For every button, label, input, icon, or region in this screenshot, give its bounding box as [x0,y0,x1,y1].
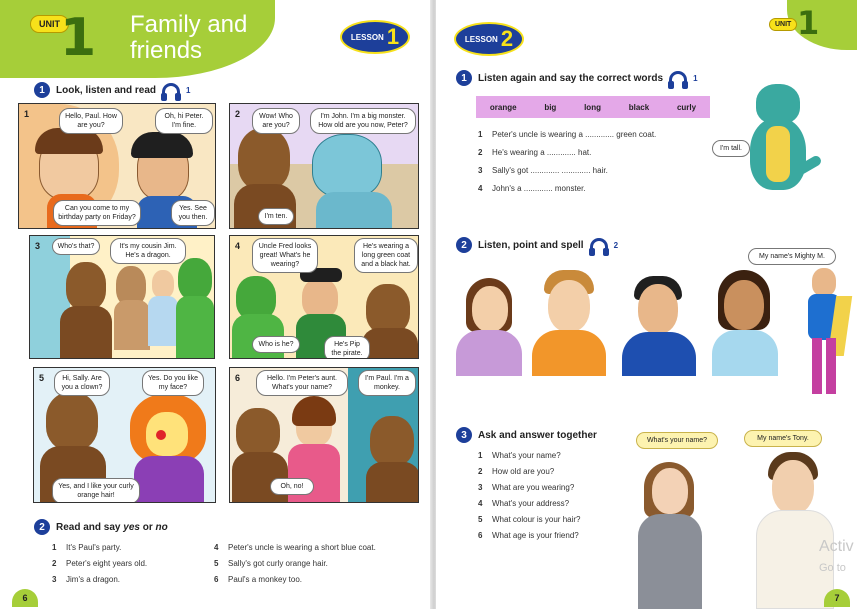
list-item: 1 It's Paul's party. [52,543,122,552]
word: orange [489,102,517,112]
watermark: Activ [819,538,854,555]
speech-bubble: Hello. I'm Peter's aunt. What's your name? [256,370,348,396]
monster-figure [312,134,382,198]
list-item: 6 Paul's a monkey too. [214,575,303,584]
comic-panel-3 [29,235,215,359]
monkey-figure [66,262,106,310]
dragon-figure [178,258,212,300]
list-item: 2 How old are you? [478,467,555,476]
exercise-1-heading [34,82,190,98]
unit-number: 1 [60,8,97,68]
speech-bubble: I'm Paul. I'm a monkey. [358,370,416,396]
speech-bubble: Oh, no! [270,478,314,495]
headphones-icon[interactable] [669,71,687,85]
speech-bubble: Uncle Fred looks great! What's he wearing? [252,238,318,273]
exercise-2-heading [456,237,618,253]
panel-number: 5 [39,373,45,383]
list-item: 4 John's a ............. monster. [478,184,586,193]
speech-bubble: It's my cousin Jim. He's a dragon. [110,238,186,264]
exercise-number: 2 [456,237,472,253]
exercise-2-heading [34,519,168,535]
page-number: 6 [12,589,38,607]
list-item: 2 Peter's eight years old. [52,559,148,568]
comic-panel-5 [33,367,216,503]
exercise-title: Listen, point and spell [478,239,584,251]
list-item: 5 Sally's got curly orange hair. [214,559,328,568]
exercise-number: 3 [456,427,472,443]
lesson-label: LESSON [350,32,384,42]
exercise-2-list-b [214,540,376,588]
unit-number: 1 [797,4,820,42]
list-item: 1 Peter's uncle is wearing a ............. green coat. [478,130,657,139]
monkey-figure [370,416,414,466]
right-page [436,0,857,609]
panel-number: 1 [24,109,30,119]
unit-title: Family and friends [130,11,248,64]
panel-number: 6 [235,373,241,383]
speech-bubble: Oh, hi Peter. I'm fine. [155,108,213,134]
speech-bubble: What's your name? [636,432,718,449]
speech-bubble: He's wearing a long green coat and a black hat. [354,238,418,273]
monkey-figure [236,408,280,456]
comic-panel-4 [229,235,419,359]
word: big [544,102,557,112]
list-item: 1 What's your name? [478,451,561,460]
panel-number: 2 [235,109,241,119]
exercise-number: 2 [34,519,50,535]
speech-bubble: I'm tall. [712,140,750,157]
track-number: 1 [186,85,191,95]
lesson-badge [454,22,524,56]
comic-panel-1 [18,103,216,229]
face-boy-2[interactable] [638,284,678,334]
face-girl-2[interactable] [724,280,764,330]
lesson-label: LESSON [464,34,498,44]
speech-bubble: I'm John. I'm a big monster. How old are you now, Peter? [310,108,416,134]
exercise-2-list-a [52,540,147,588]
lesson-number: 2 [500,26,514,51]
lesson-number: 1 [386,24,400,49]
list-item: 3 What are you wearing? [478,483,575,492]
exercise-1-list [478,126,656,198]
speech-bubble: My name's Tony. [744,430,822,447]
exercise-3-heading [456,427,597,443]
title-or: or [139,521,156,533]
speech-bubble: Can you come to my birthday party on Friday? [53,200,141,226]
exercise-number: 1 [456,70,472,86]
word: curly [676,102,697,112]
speech-bubble: Who is he? [252,336,300,353]
girl-figure [152,270,174,298]
speech-bubble: Wow! Who are you? [252,108,300,134]
monkey-figure [238,128,290,190]
face-girl-1[interactable] [472,286,508,332]
title-prefix: Read and say [56,521,124,533]
list-item: 3 Sally's got ............. ............. hair. [478,166,608,175]
speech-bubble: Yes, and I like your curly orange hair! [52,478,140,503]
speech-bubble: My name's Mighty M. [748,248,836,265]
exercise-title: Listen again and say the correct words [478,72,664,84]
exercise-number: 1 [34,82,50,98]
lesson-badge [340,20,410,54]
track-number: 1 [693,73,698,83]
face-boy-1[interactable] [548,280,590,332]
list-item: 4 What's your address? [478,499,570,508]
pirate-figure [302,278,338,318]
list-item: 6 What age is your friend? [478,531,579,540]
unit-tag: UNIT [769,18,797,31]
speech-bubble: Who's that? [52,238,100,255]
list-item: 5 What colour is your hair? [478,515,581,524]
list-item: 4 Peter's uncle is wearing a short blue coat. [214,543,376,552]
word: long [584,102,601,112]
comic-panel-6 [229,367,419,503]
page-number: 7 [824,589,850,607]
unit-banner [0,0,275,78]
speech-bubble: Hello, Paul. How are you? [59,108,123,134]
headphones-icon[interactable] [162,83,180,97]
speech-bubble: Yes. See you then. [171,200,215,226]
speech-bubble: Yes. Do you like my face? [142,370,204,396]
monkey-figure [366,284,410,334]
unit-corner [775,0,857,50]
word: black [628,102,650,112]
title-yes: yes [123,521,140,533]
headphones-icon[interactable] [590,238,608,252]
list-item: 2 He's wearing a ............. hat. [478,148,592,157]
list-item: 3 Jim's a dragon. [52,575,120,584]
speech-bubble: Hi, Sally. Are you a clown? [54,370,110,396]
speech-bubble: He's Pip the pirate. [324,336,370,359]
comic-panel-2 [229,103,419,229]
exercise-title: Look, listen and read [56,84,157,96]
panel-number: 3 [35,241,41,251]
speech-bubble: I'm ten. [258,208,294,225]
title-no: no [155,521,168,533]
monkey-figure [46,392,98,450]
exercise-1-heading [456,70,698,86]
word-box [476,96,710,118]
exercise-title: Ask and answer together [478,429,597,441]
panel-number: 4 [235,241,241,251]
track-number: 2 [613,240,619,250]
exercise-title [56,522,168,533]
clown-figure [146,412,188,456]
unit-tag: UNIT [30,15,69,33]
watermark: Go to [819,562,846,574]
exercise-3-list [478,448,580,544]
